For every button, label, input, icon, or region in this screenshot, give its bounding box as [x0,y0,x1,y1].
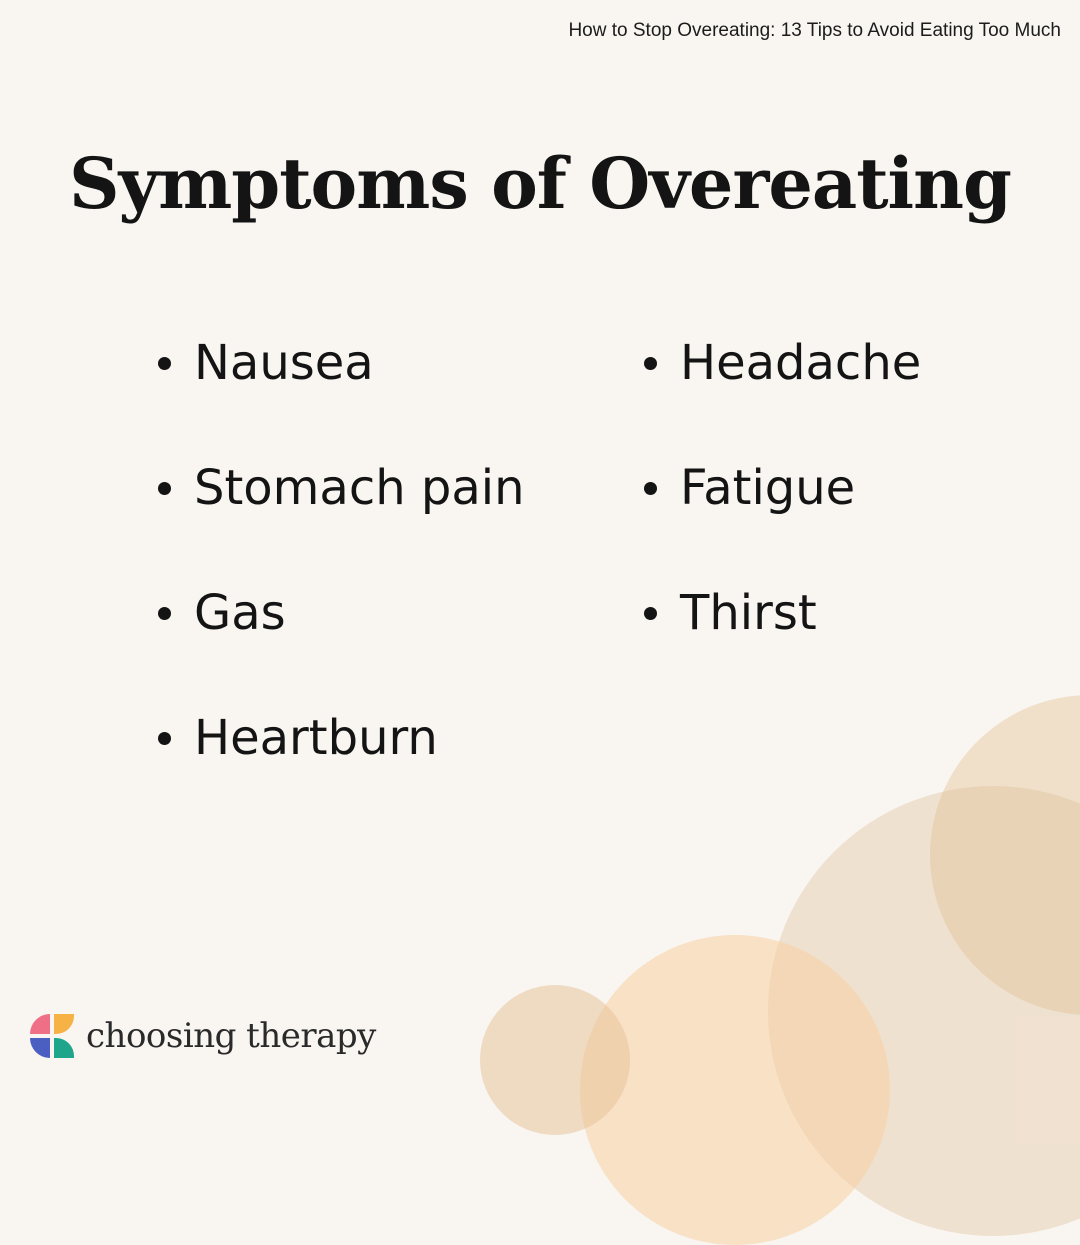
symptom-label: Thirst [680,585,817,641]
brand-logo [28,1012,376,1060]
list-item [644,580,921,705]
bullet-icon [158,607,171,620]
list-item [158,330,525,455]
brand-name: choosing therapy [86,1016,376,1056]
bullet-icon [644,357,657,370]
bullet-icon [644,607,657,620]
bullet-icon [644,482,657,495]
bullet-icon [158,732,171,745]
list-item [158,705,525,830]
symptoms-list-right [644,330,921,705]
symptom-label: Gas [194,585,286,641]
symptom-label: Headache [680,335,922,391]
list-item [644,330,921,455]
symptom-label: Nausea [194,335,374,391]
list-item [644,455,921,580]
choosing-therapy-logo-icon [28,1012,76,1060]
decorative-circle [580,935,890,1245]
list-item [158,455,525,580]
symptoms-list-left [158,330,525,830]
symptom-label: Fatigue [680,460,856,516]
symptom-label: Heartburn [194,710,438,766]
page-title: Symptoms of Overeating [68,142,1011,225]
bullet-icon [158,482,171,495]
decorative-circle [480,985,630,1135]
symptom-label: Stomach pain [194,460,525,516]
list-item [158,580,525,705]
article-title: How to Stop Overeating: 13 Tips to Avoid Eating Too Much [568,20,1061,41]
bullet-icon [158,357,171,370]
